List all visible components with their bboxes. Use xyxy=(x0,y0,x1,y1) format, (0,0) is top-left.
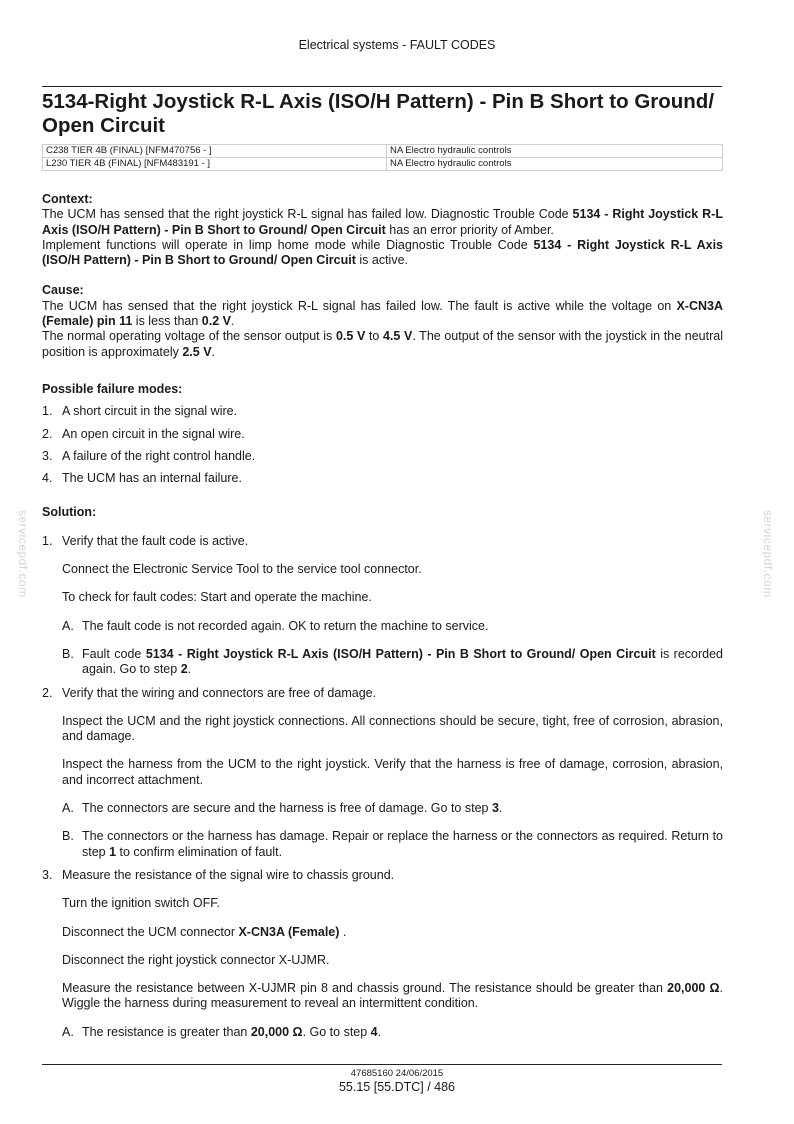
doc-reference: 47685160 24/06/2015 xyxy=(350,1068,444,1079)
step-paragraph xyxy=(62,981,723,1012)
step-reference: 3 xyxy=(491,801,499,816)
model-cell: L230 TIER 4B (FINAL) [NFM483191 - ] xyxy=(43,158,387,171)
dtc-name: 5134 - Right Joystick R-L Axis (ISO/H Pattern) - Pin B Short to Ground/ Open Circuit xyxy=(145,646,656,661)
text-run: The resistance is greater than xyxy=(82,1024,251,1039)
step-option xyxy=(62,1025,723,1040)
table-row xyxy=(43,158,723,171)
list-item xyxy=(42,404,723,419)
context-paragraph xyxy=(42,207,723,238)
text-run: Measure the resistance between X-UJMR pin 8 and chassis ground. The resistance should be greater than xyxy=(62,981,668,996)
header-rule xyxy=(42,86,722,87)
text-run: The connectors are secure and the harness is free of damage. Go to step xyxy=(82,801,492,816)
dtc-name: 5134 - Right Joystick R-L Axis (ISO/H Pattern) - Pin B Short to Ground/ Open Circuit xyxy=(42,237,724,268)
step-title: Measure the resistance of the signal wire to chassis ground. xyxy=(62,867,395,882)
text-run: . xyxy=(211,344,216,359)
text-run: is active. xyxy=(355,253,408,268)
option-label: A. xyxy=(62,618,74,633)
option-text xyxy=(82,801,723,816)
table-row xyxy=(43,145,723,158)
list-number: 1. xyxy=(42,404,53,419)
step-option xyxy=(62,829,723,860)
step-paragraph: Disconnect the right joystick connector X-UJMR. xyxy=(62,952,330,967)
running-header: Electrical systems - FAULT CODES xyxy=(298,38,496,52)
text-run: The normal operating voltage of the sensor output is xyxy=(42,329,336,344)
option-label: B. xyxy=(62,646,74,661)
resistance-value: 20,000 Ω xyxy=(250,1024,303,1039)
resistance-value: 20,000 Ω xyxy=(667,981,720,996)
solution-step xyxy=(42,686,723,701)
text-run: Disconnect the UCM connector xyxy=(62,924,239,939)
step-paragraph: Turn the ignition switch OFF. xyxy=(62,896,220,911)
cause-heading: Cause: xyxy=(42,283,84,298)
page-title: 5134-Right Joystick R-L Axis (ISO/H Pattern) - Pin B Short to Ground/ Open Circuit xyxy=(42,90,715,137)
text-run: . Wiggle the harness during measurement to reveal an intermittent condition. xyxy=(62,981,723,1011)
system-cell: NA Electro hydraulic controls xyxy=(387,145,723,158)
solution-step xyxy=(42,534,723,549)
voltage-value: 0.2 V xyxy=(201,314,231,329)
text-run: Fault code xyxy=(82,646,146,661)
context-heading: Context: xyxy=(42,192,93,206)
list-text: A failure of the right control handle. xyxy=(62,448,256,463)
option-text xyxy=(82,647,723,678)
model-table xyxy=(42,144,723,171)
option-label: B. xyxy=(62,829,74,844)
step-title: Verify that the wiring and connectors are free of damage. xyxy=(62,685,377,700)
text-run: . xyxy=(498,801,503,816)
failure-modes-heading: Possible failure modes: xyxy=(42,381,183,396)
step-option xyxy=(62,647,723,678)
list-item xyxy=(42,471,723,486)
cause-paragraph xyxy=(42,329,723,360)
solution-heading: Solution: xyxy=(42,505,97,520)
text-run: Implement functions will operate in limp home mode while Diagnostic Trouble Code xyxy=(42,237,534,252)
connector-pin: X-CN3A (Female) pin 11 xyxy=(42,298,723,329)
footer-rule xyxy=(42,1064,722,1065)
watermark-right: servicepdf.com xyxy=(761,510,775,598)
list-number: 3. xyxy=(42,448,53,463)
text-run: The UCM has sensed that the right joystick R-L signal has failed low. The fault is active while the voltage on xyxy=(42,298,677,313)
list-text: An open circuit in the signal wire. xyxy=(62,426,245,441)
solution-step xyxy=(42,868,723,883)
text-run: has an error priority of Amber. xyxy=(385,222,554,237)
list-text: The UCM has an internal failure. xyxy=(62,471,242,486)
text-run: . xyxy=(377,1024,382,1039)
step-option xyxy=(62,619,723,634)
voltage-value: 2.5 V xyxy=(182,344,212,359)
text-run: . Go to step xyxy=(302,1024,371,1039)
connector-name: X-CN3A (Female) xyxy=(238,924,340,939)
text-run: The connectors or the harness has damage. Repair or replace the harness or the connectors as required. Return to step xyxy=(82,829,723,859)
model-cell: C238 TIER 4B (FINAL) [NFM470756 - ] xyxy=(43,145,387,158)
option-text xyxy=(82,829,723,860)
option-text: The fault code is not recorded again. OK to return the machine to service. xyxy=(82,618,489,633)
list-number: 2. xyxy=(42,426,53,441)
list-text: A short circuit in the signal wire. xyxy=(62,404,238,419)
step-paragraph: Inspect the harness from the UCM to the right joystick. Verify that the harness is free of damage, corrosion, abrasion, and incorrect attachment. xyxy=(62,757,723,787)
system-cell: NA Electro hydraulic controls xyxy=(387,158,723,171)
list-item xyxy=(42,449,723,464)
dtc-name: 5134 - Right Joystick R-L Axis (ISO/H Pattern) - Pin B Short to Ground/ Open Circuit xyxy=(42,207,723,237)
text-run: . xyxy=(187,662,192,677)
option-label: A. xyxy=(62,801,74,816)
list-item xyxy=(42,427,723,442)
step-number: 1. xyxy=(42,533,53,548)
step-paragraph: To check for fault codes: Start and operate the machine. xyxy=(62,590,372,605)
text-run: The UCM has sensed that the right joystick R-L signal has failed low. Diagnostic Trouble Code xyxy=(42,207,573,222)
step-option xyxy=(62,801,723,816)
failure-modes-list xyxy=(42,404,723,486)
step-reference: 2 xyxy=(180,662,188,677)
step-paragraph: Connect the Electronic Service Tool to the service tool connector. xyxy=(62,562,422,577)
text-run: . xyxy=(230,314,235,329)
voltage-value: 4.5 V xyxy=(382,329,413,344)
text-run: to confirm elimination of fault. xyxy=(116,844,283,859)
step-title: Verify that the fault code is active. xyxy=(62,533,249,548)
step-number: 2. xyxy=(42,685,53,700)
context-paragraph xyxy=(42,238,723,269)
document-body xyxy=(42,192,723,1040)
option-label: A. xyxy=(62,1024,74,1039)
text-run: is less than xyxy=(132,314,202,329)
list-number: 4. xyxy=(42,471,53,486)
watermark-left: servicepdf.com xyxy=(16,510,30,598)
text-run: is recorded again. Go to step xyxy=(82,646,724,677)
option-text xyxy=(82,1025,723,1040)
step-reference: 4 xyxy=(370,1024,378,1039)
voltage-value: 0.5 V xyxy=(335,329,366,344)
text-run: . The output of the sensor with the joystick in the neutral position is approximately xyxy=(42,329,723,359)
text-run: . xyxy=(339,924,347,939)
step-number: 3. xyxy=(42,867,53,882)
cause-paragraph xyxy=(42,299,723,330)
step-paragraph xyxy=(62,925,723,940)
text-run: to xyxy=(365,329,383,344)
step-reference: 1 xyxy=(109,844,117,859)
step-paragraph: Inspect the UCM and the right joystick connections. All connections should be secure, tight, free of corrosion, abrasion, and damage. xyxy=(62,713,723,744)
page-number: 55.15 [55.DTC] / 486 xyxy=(338,1080,456,1094)
